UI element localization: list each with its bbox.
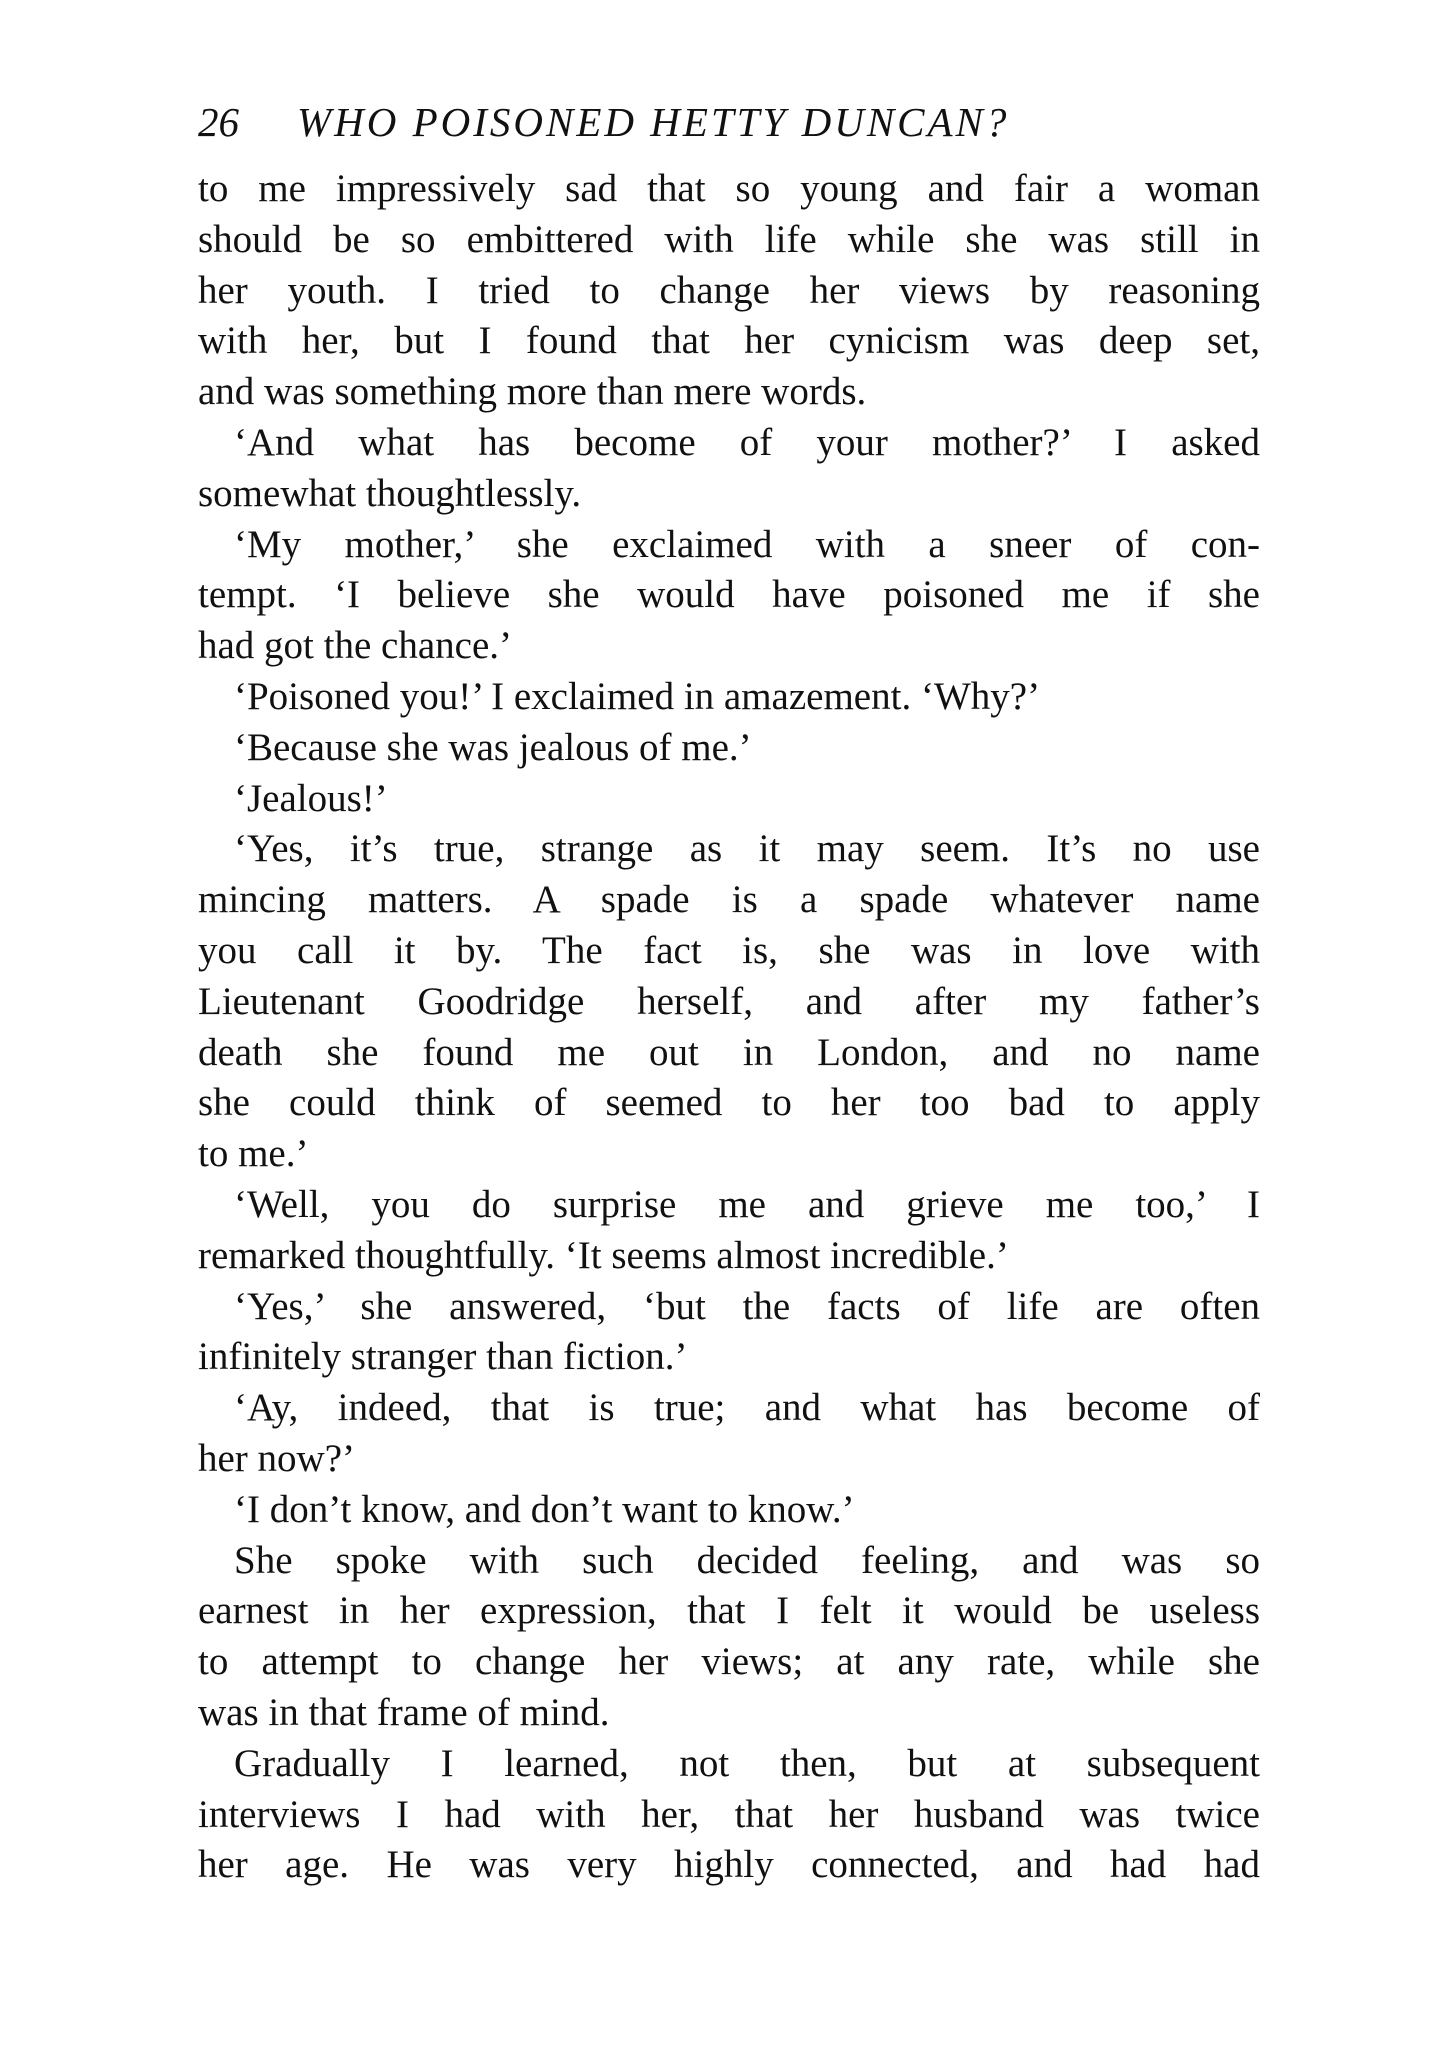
text-line: ‘Because she was jealous of me.’ (234, 725, 752, 769)
running-title: WHO POISONED HETTY DUNCAN? (297, 99, 1010, 145)
text-line: somewhat thoughtlessly. (198, 471, 582, 515)
text-line: should be so embittered with life while she was still in (198, 217, 1260, 261)
text-line: ‘Well, you do surprise me and grieve me too,’ I (234, 1182, 1260, 1226)
text-line: had got the chance.’ (198, 624, 513, 668)
text-line: and was something more than mere words. (198, 370, 867, 414)
text-line: ‘Poisoned you!’ I exclaimed in amazement. ‘Why?’ (234, 674, 1041, 718)
running-head (198, 92, 1258, 152)
text-line: ‘I don’t know, and don’t want to know.’ (234, 1487, 855, 1531)
text-line: to me impressively sad that so young and fair a woman (198, 167, 1260, 210)
text-line: tempt. ‘I believe she would have poisoned me if she (198, 573, 1260, 617)
text-line: Gradually I learned, not then, but at subsequent (234, 1741, 1260, 1785)
body-text (198, 164, 1260, 1891)
text-line: she could think of seemed to her too bad to apply (198, 1081, 1260, 1125)
text-line: She spoke with such decided feeling, and was so (234, 1538, 1260, 1582)
text-line: ‘And what has become of your mother?’ I asked (234, 420, 1260, 464)
text-line: ‘Yes, it’s true, strange as it may seem. It’s no use (234, 827, 1260, 871)
text-line: death she found me out in London, and no name (198, 1030, 1260, 1074)
text-line: infinitely stranger than fiction.’ (198, 1335, 688, 1379)
text-line: with her, but I found that her cynicism was deep set, (198, 319, 1260, 363)
text-line: remarked thoughtfully. ‘It seems almost incredible.’ (198, 1233, 1009, 1277)
page-number: 26 (198, 99, 239, 145)
text-line: interviews I had with her, that her husband was twice (198, 1792, 1260, 1836)
text-line: to me.’ (198, 1132, 309, 1176)
text-line: ‘Ay, indeed, that is true; and what has become of (234, 1386, 1260, 1430)
text-line: ‘My mother,’ she exclaimed with a sneer of con- (234, 522, 1260, 566)
text-line: earnest in her expression, that I felt it would be useless (198, 1589, 1260, 1633)
text-line: her youth. I tried to change her views by reasoning (198, 268, 1260, 312)
text-line: you call it by. The fact is, she was in love with (198, 928, 1260, 972)
text-line: was in that frame of mind. (198, 1690, 610, 1734)
text-line: Lieutenant Goodridge herself, and after my father’s (198, 979, 1260, 1023)
text-line: her age. He was very highly connected, and had had (198, 1843, 1260, 1887)
text-line: ‘Jealous!’ (234, 776, 388, 820)
text-line: mincing matters. A spade is a spade whatever name (198, 878, 1260, 922)
text-line: ‘Yes,’ she answered, ‘but the facts of life are often (234, 1284, 1260, 1328)
text-line: her now?’ (198, 1436, 356, 1480)
text-line: to attempt to change her views; at any rate, while she (198, 1640, 1260, 1684)
